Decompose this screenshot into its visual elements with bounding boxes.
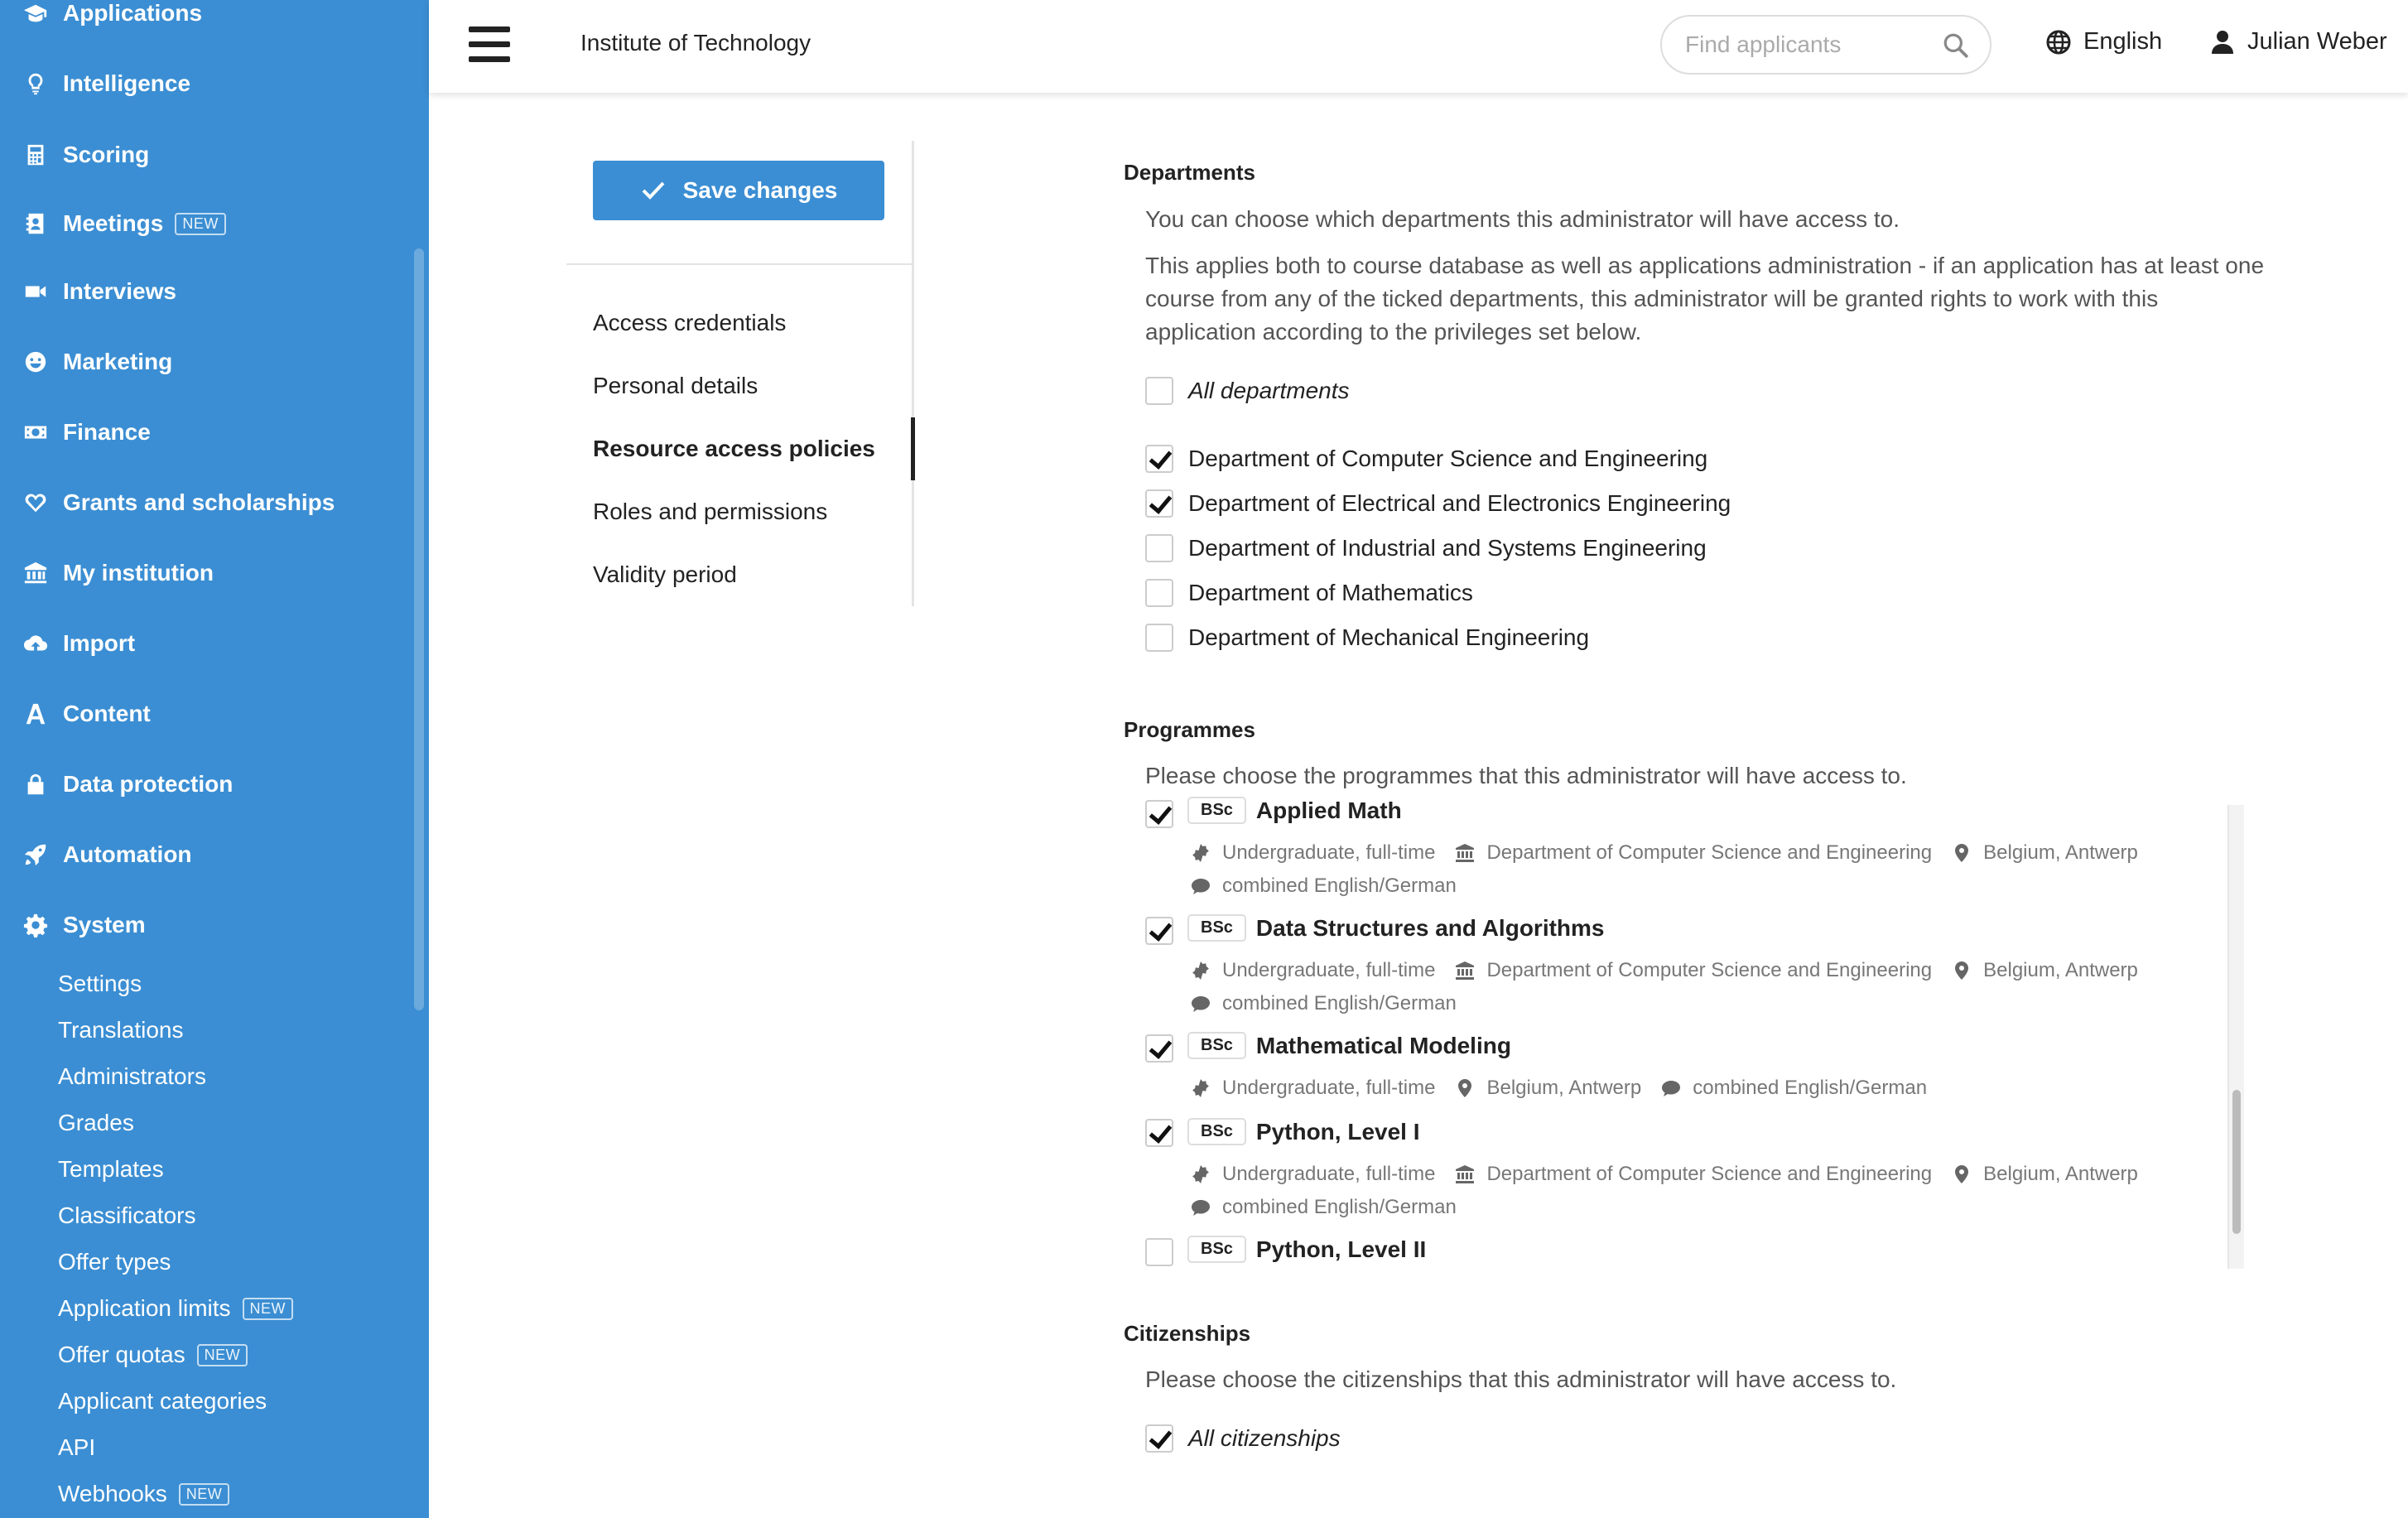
sidebar-subitem-label: Administrators [58, 1063, 206, 1089]
programme-title [1187, 1032, 1511, 1059]
new-badge: NEW [243, 1298, 294, 1320]
save-changes-label: Save changes [682, 177, 838, 203]
sidebar-item-label: Data protection [63, 771, 234, 797]
nav-item-resource-access-policies[interactable]: Resource access policies [593, 436, 875, 461]
sidebar-subitem-webhooks[interactable] [58, 1473, 229, 1515]
map-marker-icon [1952, 1164, 1972, 1184]
lightbulb-icon [22, 70, 50, 98]
sidebar-subitem-label: API [58, 1434, 96, 1460]
address-book-icon [22, 210, 50, 238]
globe-icon [2045, 29, 2072, 55]
programme-title [1187, 914, 1605, 942]
programme-meta [1191, 875, 1476, 898]
sidebar-item-marketing[interactable] [22, 337, 172, 387]
sidebar-subitem-label: Translations [58, 1017, 184, 1043]
department-label: Department of Computer Science and Engineering [1188, 446, 1708, 471]
search-icon[interactable] [1942, 31, 1970, 60]
programme-meta-text: Department of Computer Science and Engineering [1486, 959, 1933, 981]
sidebar-item-label: My institution [63, 560, 214, 586]
programme-checkbox-python-level-1[interactable] [1145, 1119, 1173, 1147]
top-header [429, 0, 2408, 93]
sidebar-item-automation[interactable] [22, 830, 192, 879]
sidebar-item-intelligence[interactable] [22, 59, 190, 108]
degree-badge: BSc [1187, 797, 1246, 824]
sidebar-subitem-offer-types[interactable] [58, 1241, 171, 1283]
sidebar-item-interviews[interactable] [22, 267, 176, 316]
sidebar-subitem-offer-quotas[interactable] [58, 1334, 248, 1376]
smiley-icon [22, 348, 50, 376]
all-departments-label: All departments [1188, 378, 1350, 403]
sidebar-subitem-grades[interactable] [58, 1102, 134, 1144]
programme-meta [1191, 841, 2158, 865]
sidebar-item-content[interactable] [22, 689, 151, 739]
programme-meta-text: Department of Computer Science and Engineering [1486, 1163, 1933, 1185]
programme-checkbox-mathematical-modeling[interactable] [1145, 1034, 1173, 1063]
degree-badge: BSc [1187, 1236, 1246, 1263]
hamburger-bar [469, 27, 510, 32]
sidebar-subitem-settings[interactable] [58, 963, 142, 1005]
department-label: Department of Mathematics [1188, 580, 1473, 605]
sidebar-item-label: Finance [63, 419, 151, 445]
degree-badge: BSc [1187, 914, 1246, 942]
programme-meta-text: combined English/German [1222, 992, 1457, 1014]
sidebar-subitem-label: Offer quotas [58, 1342, 185, 1367]
sidebar [0, 0, 429, 1518]
nav-item-personal-details[interactable]: Personal details [593, 373, 759, 398]
sidebar-item-label: Automation [63, 841, 192, 867]
institution-name: Institute of Technology [580, 30, 811, 55]
sidebar-item-import[interactable] [22, 619, 135, 668]
institution-icon [1455, 1164, 1475, 1184]
sidebar-item-scoring[interactable] [22, 130, 149, 180]
map-marker-icon [1455, 1078, 1475, 1098]
map-marker-icon [1952, 961, 1972, 981]
new-badge: NEW [179, 1483, 230, 1506]
departments-detail-line: application according to the privileges set below. [1145, 319, 1642, 345]
programme-checkbox-applied-math[interactable] [1145, 800, 1173, 828]
user-name: Julian Weber [2247, 28, 2387, 55]
save-changes-button[interactable] [593, 161, 884, 220]
sidebar-item-label: Scoring [63, 142, 150, 167]
all-citizenships-checkbox[interactable] [1145, 1424, 1173, 1453]
sidebar-subitem-classificators[interactable] [58, 1195, 195, 1236]
programme-name: Data Structures and Algorithms [1255, 914, 1605, 941]
sidebar-subitem-administrators[interactable] [58, 1056, 206, 1097]
programme-meta-text: combined English/German [1222, 1196, 1457, 1218]
programmes-scroll-thumb[interactable] [2232, 1090, 2241, 1234]
sidebar-item-my-institution[interactable] [22, 548, 214, 598]
nav-item-roles-and-permissions[interactable]: Roles and permissions [593, 499, 828, 524]
programme-checkbox-data-structures[interactable] [1145, 917, 1173, 945]
nav-item-access-credentials[interactable]: Access credentials [593, 310, 787, 335]
programme-meta-text: Department of Computer Science and Engineering [1486, 841, 1933, 864]
nav-item-validity-period[interactable]: Validity period [593, 561, 737, 587]
programme-title [1187, 1236, 1426, 1263]
sidebar-item-label: Intelligence [63, 70, 191, 96]
departments-intro: You can choose which departments this administrator will have access to. [1145, 206, 1900, 232]
certificate-icon [1191, 961, 1211, 981]
programme-name: Applied Math [1255, 797, 1402, 823]
gear-icon [22, 911, 50, 939]
lock-icon [22, 770, 50, 798]
sidebar-item-label: Grants and scholarships [63, 489, 335, 515]
sidebar-subitem-api[interactable] [58, 1427, 95, 1468]
sidebar-subitem-label: Webhooks [58, 1481, 167, 1506]
rocket-icon [22, 841, 50, 869]
certificate-icon [1191, 1078, 1211, 1098]
sidebar-item-finance[interactable] [22, 407, 151, 457]
programme-checkbox-python-level-2[interactable] [1145, 1238, 1173, 1266]
sidebar-item-data-protection[interactable] [22, 759, 233, 809]
programme-meta [1191, 959, 2158, 982]
nav-divider [566, 263, 914, 265]
speech-bubble-icon [1191, 994, 1211, 1014]
sidebar-item-label: Applications [63, 0, 203, 26]
speech-bubble-icon [1191, 1198, 1211, 1217]
programme-name: Python, Level II [1255, 1236, 1427, 1262]
citizenships-intro: Please choose the citizenships that this administrator will have access to. [1145, 1366, 1897, 1392]
programme-meta [1191, 992, 1476, 1015]
departments-detail-line: course from any of the ticked departments, this administrator will be granted rights to work with this [1145, 286, 2159, 311]
institution-icon [1455, 843, 1475, 863]
institution-icon [22, 559, 50, 587]
programme-title [1187, 1118, 1420, 1145]
sidebar-subitem-label: Application limits [58, 1295, 231, 1321]
certificate-icon [1191, 843, 1211, 863]
video-camera-icon [22, 277, 50, 306]
sidebar-item-label: Content [63, 701, 151, 726]
programme-name: Mathematical Modeling [1255, 1032, 1511, 1058]
programme-meta [1191, 1077, 1947, 1100]
degree-badge: BSc [1187, 1032, 1246, 1059]
money-bill-icon [22, 418, 50, 446]
speech-bubble-icon [1661, 1078, 1681, 1098]
sidebar-item-label: Import [63, 630, 136, 656]
programme-meta-text: Belgium, Antwerp [1486, 1077, 1642, 1099]
programme-meta [1191, 1196, 1476, 1219]
department-checkbox-ise[interactable] [1145, 534, 1173, 562]
department-label: Department of Mechanical Engineering [1188, 624, 1590, 650]
sidebar-subitem-applicant-categories[interactable] [58, 1381, 267, 1422]
programme-name: Python, Level I [1255, 1118, 1420, 1145]
hamburger-bar [469, 41, 510, 47]
department-label: Department of Electrical and Electronics Engineering [1188, 490, 1731, 516]
programme-meta-text: Undergraduate, full-time [1222, 841, 1436, 864]
calculator-icon [22, 141, 50, 169]
new-badge: NEW [197, 1344, 248, 1366]
citizenships-title: Citizenships [1124, 1321, 1251, 1346]
sidebar-item-label: Meetings [63, 210, 164, 236]
institution-icon [1455, 961, 1475, 981]
departments-title: Departments [1124, 160, 1255, 185]
sidebar-item-meetings[interactable] [22, 199, 226, 248]
checkmark-icon [640, 177, 667, 204]
degree-badge: BSc [1187, 1118, 1246, 1145]
menu-toggle-button[interactable] [469, 25, 512, 65]
programme-meta-text: Belgium, Antwerp [1983, 841, 2138, 864]
heart-icon [22, 489, 50, 517]
all-citizenships-label: All citizenships [1188, 1425, 1341, 1451]
cloud-upload-icon [22, 629, 50, 658]
all-departments-checkbox[interactable] [1145, 377, 1173, 405]
sidebar-subitem-label: Classificators [58, 1202, 196, 1228]
sidebar-item-system[interactable] [22, 900, 146, 950]
sidebar-item-grants[interactable] [22, 478, 335, 528]
department-checkbox-math[interactable] [1145, 579, 1173, 607]
language-selector[interactable] [2045, 28, 2162, 55]
sidebar-subitem-label: Grades [58, 1110, 134, 1135]
programme-meta-text: Belgium, Antwerp [1983, 1163, 2138, 1185]
sidebar-item-label: Marketing [63, 349, 173, 374]
department-checkbox-mech[interactable] [1145, 624, 1173, 652]
user-icon [2209, 29, 2236, 55]
user-menu[interactable] [2209, 28, 2387, 55]
sidebar-subitem-application-limits[interactable] [58, 1288, 293, 1329]
language-label: English [2083, 28, 2163, 55]
departments-detail-line: This applies both to course database as well as applications administration - if an application has at least one [1145, 253, 2265, 278]
programme-meta-text: combined English/German [1222, 875, 1457, 897]
map-marker-icon [1952, 843, 1972, 863]
programme-meta-text: Belgium, Antwerp [1983, 959, 2138, 981]
sidebar-item-label: System [63, 912, 146, 937]
certificate-icon [1191, 1164, 1211, 1184]
sidebar-subitem-label: Applicant categories [58, 1388, 267, 1414]
new-badge: NEW [175, 213, 226, 235]
sidebar-subitem-templates[interactable] [58, 1149, 164, 1190]
sidebar-item-applications[interactable] [22, 0, 202, 38]
graduation-cap-icon [22, 0, 50, 27]
programme-meta [1191, 1163, 2158, 1186]
search-input[interactable] [1685, 31, 1934, 58]
sidebar-subitem-translations[interactable] [58, 1010, 183, 1051]
sidebar-subitem-label: Settings [58, 971, 142, 996]
hamburger-bar [469, 56, 510, 62]
sidebar-subitem-label: Offer types [58, 1249, 171, 1275]
font-icon [22, 700, 50, 728]
sidebar-scrollbar[interactable] [414, 248, 424, 1010]
programmes-title: Programmes [1124, 717, 1255, 742]
department-checkbox-eee[interactable] [1145, 489, 1173, 518]
sidebar-item-label: Interviews [63, 278, 176, 304]
programme-title [1187, 797, 1402, 824]
programme-meta-text: Undergraduate, full-time [1222, 959, 1436, 981]
speech-bubble-icon [1191, 876, 1211, 896]
department-checkbox-cse[interactable] [1145, 445, 1173, 473]
nav-vertical-line [912, 141, 914, 606]
search-box [1660, 15, 1991, 75]
programme-meta-text: Undergraduate, full-time [1222, 1163, 1436, 1185]
department-label: Department of Industrial and Systems Engineering [1188, 535, 1707, 561]
nav-active-indicator [911, 417, 915, 480]
programme-meta-text: combined English/German [1693, 1077, 1928, 1099]
sidebar-subitem-label: Templates [58, 1156, 164, 1182]
programme-meta-text: Undergraduate, full-time [1222, 1077, 1436, 1099]
programmes-intro: Please choose the programmes that this administrator will have access to. [1145, 763, 1907, 788]
